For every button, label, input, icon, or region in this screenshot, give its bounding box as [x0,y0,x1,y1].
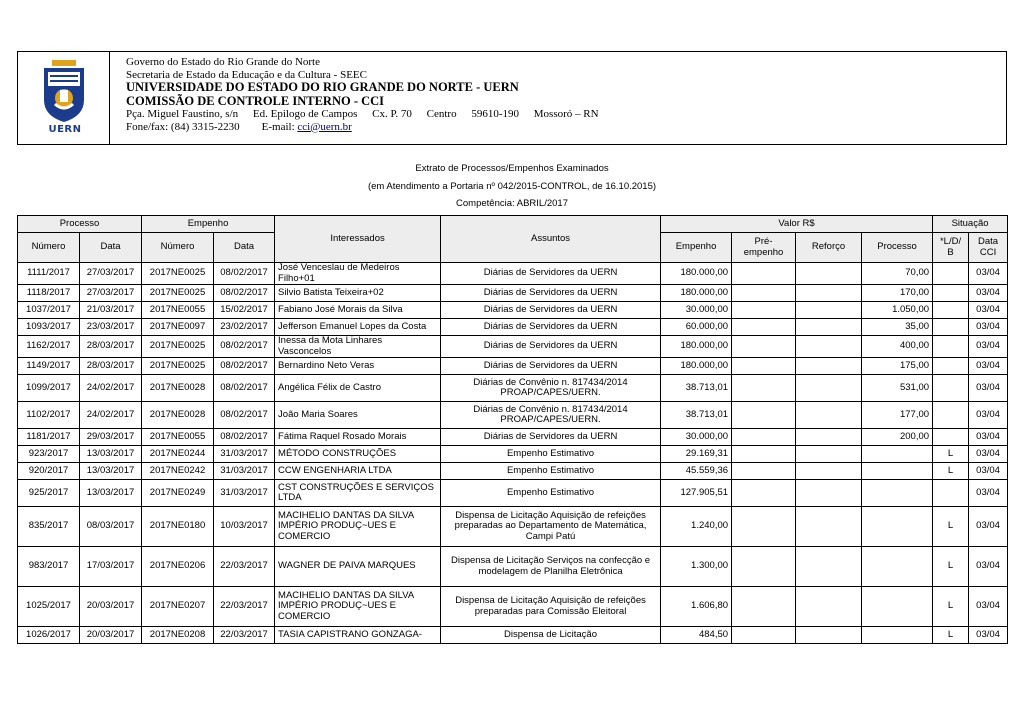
report-titles [0,160,1024,213]
table-row [18,446,1008,463]
cell-assunto: Dispensa de Licitação Serviços na confecção e modelagem de Planilha Eletrônica [441,547,661,587]
cell-situacao-ldb: L [933,507,969,547]
cell-empenho-data: 08/02/2017 [214,285,275,302]
header-line-3: UNIVERSIDADE DO ESTADO DO RIO GRANDE DO NORTE - UERN [126,80,519,95]
cell-data-cci: 03/04 [969,319,1008,336]
cell-empenho-numero: 2017NE0055 [142,302,214,319]
cell-valor-pre-empenho [732,319,796,336]
cell-data-cci: 03/04 [969,285,1008,302]
cell-assunto: Empenho Estimativo [441,446,661,463]
cell-processo-numero: 983/2017 [18,547,80,587]
table-row [18,263,1008,285]
table-row [18,587,1008,627]
cell-valor-reforco [796,302,862,319]
table-row [18,319,1008,336]
cell-processo-numero: 1099/2017 [18,375,80,402]
cell-processo-data: 27/03/2017 [80,263,142,285]
col-valor-processo: Processo [862,233,933,263]
table-row [18,402,1008,429]
cell-assunto: Diárias de Servidores da UERN [441,358,661,375]
cell-assunto: Diárias de Convênio n. 817434/2014 PROAP/CAPES/UERN. [441,402,661,429]
cell-data-cci: 03/04 [969,302,1008,319]
uern-crest-icon [38,60,90,124]
table-row [18,336,1008,358]
cell-valor-processo: 1.050,00 [862,302,933,319]
cell-valor-empenho: 180.000,00 [661,358,732,375]
cell-situacao-ldb [933,402,969,429]
table-row [18,547,1008,587]
cell-processo-numero: 925/2017 [18,480,80,507]
header-address [126,108,611,121]
cell-valor-pre-empenho [732,375,796,402]
cell-empenho-numero: 2017NE0180 [142,507,214,547]
header-line-2: Secretaria de Estado da Educação e da Cultura - SEEC [126,68,367,81]
cell-empenho-numero: 2017NE0025 [142,358,214,375]
cell-valor-pre-empenho [732,336,796,358]
cell-valor-empenho: 180.000,00 [661,336,732,358]
cell-situacao-ldb [933,429,969,446]
letterhead [17,51,1007,145]
cell-empenho-numero: 2017NE0207 [142,587,214,627]
cell-processo-data: 29/03/2017 [80,429,142,446]
cell-valor-reforco [796,336,862,358]
cell-valor-empenho: 45.559,36 [661,463,732,480]
cell-processo-numero: 1118/2017 [18,285,80,302]
col-assuntos: Assuntos [441,216,661,263]
cell-valor-processo: 170,00 [862,285,933,302]
col-interessados: Interessados [275,216,441,263]
cell-valor-processo: 531,00 [862,375,933,402]
cell-empenho-data: 31/03/2017 [214,446,275,463]
cell-valor-processo [862,547,933,587]
cell-empenho-data: 31/03/2017 [214,480,275,507]
cell-empenho-data: 22/03/2017 [214,627,275,644]
cell-processo-data: 24/02/2017 [80,402,142,429]
group-valor: Valor R$ [661,216,933,233]
cell-processo-data: 24/02/2017 [80,375,142,402]
cell-processo-numero: 835/2017 [18,507,80,547]
cell-empenho-numero: 2017NE0028 [142,375,214,402]
cell-empenho-data: 08/02/2017 [214,402,275,429]
cell-valor-reforco [796,587,862,627]
col-valor-pre-empenho: Pré-empenho [732,233,796,263]
cell-valor-empenho: 60.000,00 [661,319,732,336]
cell-situacao-ldb: L [933,627,969,644]
col-situacao-data-cci: Data CCI [969,233,1008,263]
cell-valor-processo [862,627,933,644]
cell-valor-reforco [796,429,862,446]
cell-valor-reforco [796,319,862,336]
cell-valor-empenho: 1.240,00 [661,507,732,547]
cell-valor-processo [862,480,933,507]
group-situacao: Situação [933,216,1008,233]
cell-data-cci: 03/04 [969,507,1008,547]
cell-interessado: José Venceslau de Medeiros Filho+01 [275,263,441,285]
cell-data-cci: 03/04 [969,587,1008,627]
cell-processo-data: 27/03/2017 [80,285,142,302]
cell-interessado: Fátima Raquel Rosado Morais [275,429,441,446]
cell-processo-numero: 1149/2017 [18,358,80,375]
cell-valor-pre-empenho [732,463,796,480]
cell-valor-empenho: 30.000,00 [661,302,732,319]
logo-cell [18,52,110,144]
table-row [18,507,1008,547]
cell-interessado: MÉTODO CONSTRUÇÕES [275,446,441,463]
cell-assunto: Empenho Estimativo [441,480,661,507]
cell-interessado: Angélica Félix de Castro [275,375,441,402]
cell-empenho-numero: 2017NE0025 [142,336,214,358]
cell-assunto: Diárias de Servidores da UERN [441,263,661,285]
cell-valor-empenho: 1.300,00 [661,547,732,587]
cell-empenho-numero: 2017NE0249 [142,480,214,507]
cell-valor-reforco [796,627,862,644]
cell-data-cci: 03/04 [969,627,1008,644]
col-empenho-numero: Número [142,233,214,263]
cell-processo-numero: 1026/2017 [18,627,80,644]
cell-processo-numero: 1181/2017 [18,429,80,446]
cell-assunto: Diárias de Servidores da UERN [441,429,661,446]
cell-valor-pre-empenho [732,263,796,285]
cell-valor-pre-empenho [732,402,796,429]
cell-data-cci: 03/04 [969,446,1008,463]
cell-valor-reforco [796,285,862,302]
address-building: Ed. Epilogo de Campos [252,108,358,121]
cell-processo-data: 17/03/2017 [80,547,142,587]
cell-valor-empenho: 38.713,01 [661,375,732,402]
cell-assunto: Diárias de Servidores da UERN [441,302,661,319]
cell-valor-pre-empenho [732,446,796,463]
cell-assunto: Diárias de Servidores da UERN [441,285,661,302]
cell-valor-processo: 70,00 [862,263,933,285]
cell-valor-pre-empenho [732,302,796,319]
cell-data-cci: 03/04 [969,402,1008,429]
address-district: Centro [426,108,457,121]
table-row [18,463,1008,480]
cell-assunto: Diárias de Servidores da UERN [441,336,661,358]
cell-interessado: TASIA CAPISTRANO GONZAGA- [275,627,441,644]
table-row [18,302,1008,319]
cell-processo-numero: 1037/2017 [18,302,80,319]
cell-valor-processo: 177,00 [862,402,933,429]
cell-processo-data: 20/03/2017 [80,627,142,644]
cell-valor-processo: 200,00 [862,429,933,446]
cell-processo-data: 13/03/2017 [80,446,142,463]
cell-processo-data: 28/03/2017 [80,336,142,358]
cell-assunto: Empenho Estimativo [441,463,661,480]
table-row [18,627,1008,644]
address-city: Mossoró – RN [533,108,599,121]
cell-empenho-data: 22/03/2017 [214,547,275,587]
cell-interessado: Fabiano José Morais da Silva [275,302,441,319]
cell-valor-empenho: 38.713,01 [661,402,732,429]
cell-processo-numero: 1162/2017 [18,336,80,358]
cell-valor-reforco [796,263,862,285]
table-row [18,480,1008,507]
cell-valor-empenho: 29.169,31 [661,446,732,463]
cell-empenho-numero: 2017NE0208 [142,627,214,644]
cell-situacao-ldb [933,375,969,402]
cell-empenho-numero: 2017NE0025 [142,263,214,285]
table-row [18,375,1008,402]
cell-data-cci: 03/04 [969,336,1008,358]
cell-assunto: Dispensa de Licitação Aquisição de refeições preparadas ao Departamento de Matemática, Campi Patú [441,507,661,547]
cell-interessado: Jefferson Emanuel Lopes da Costa [275,319,441,336]
cell-situacao-ldb [933,319,969,336]
cell-assunto: Diárias de Servidores da UERN [441,319,661,336]
cell-processo-numero: 1093/2017 [18,319,80,336]
header-line-4: COMISSÃO DE CONTROLE INTERNO - CCI [126,93,385,108]
cell-processo-data: 23/03/2017 [80,319,142,336]
cell-empenho-data: 31/03/2017 [214,463,275,480]
cell-valor-pre-empenho [732,627,796,644]
cell-data-cci: 03/04 [969,358,1008,375]
cell-processo-data: 08/03/2017 [80,507,142,547]
email-link[interactable]: cci@uern.br [297,120,352,133]
cell-processo-data: 13/03/2017 [80,480,142,507]
email-label: E-mail: [261,120,295,133]
cell-valor-processo [862,446,933,463]
cell-processo-numero: 1025/2017 [18,587,80,627]
cell-situacao-ldb [933,480,969,507]
address-zip: 59610-190 [471,108,520,121]
cell-assunto: Dispensa de Licitação Aquisição de refeições preparadas para Comissão Eleitoral [441,587,661,627]
col-valor-reforco: Reforço [796,233,862,263]
group-processo: Processo [18,216,142,233]
cell-valor-reforco [796,402,862,429]
address-po-box: Cx. P. 70 [372,108,412,121]
cell-assunto: Dispensa de Licitação [441,627,661,644]
letterhead-text [110,52,611,144]
table-row [18,429,1008,446]
cell-valor-empenho: 484,50 [661,627,732,644]
cell-valor-pre-empenho [732,429,796,446]
cell-processo-data: 21/03/2017 [80,302,142,319]
cell-situacao-ldb: L [933,587,969,627]
cell-empenho-data: 15/02/2017 [214,302,275,319]
cell-processo-numero: 1111/2017 [18,263,80,285]
cell-valor-reforco [796,358,862,375]
header-line-1: Governo do Estado do Rio Grande do Norte [126,56,320,68]
cell-valor-empenho: 180.000,00 [661,263,732,285]
address-street: Pça. Miguel Faustino, s/n [126,108,239,121]
cell-valor-reforco [796,547,862,587]
cell-situacao-ldb: L [933,463,969,480]
cell-data-cci: 03/04 [969,375,1008,402]
cell-situacao-ldb [933,358,969,375]
cell-interessado: WAGNER DE PAIVA MARQUES [275,547,441,587]
group-empenho: Empenho [142,216,275,233]
cell-data-cci: 03/04 [969,547,1008,587]
cell-interessado: Inessa da Mota Linhares Vasconcelos [275,336,441,358]
cell-empenho-data: 22/03/2017 [214,587,275,627]
cell-valor-reforco [796,375,862,402]
cell-situacao-ldb: L [933,547,969,587]
cell-empenho-data: 08/02/2017 [214,263,275,285]
cell-processo-numero: 920/2017 [18,463,80,480]
cell-data-cci: 03/04 [969,480,1008,507]
cell-valor-reforco [796,480,862,507]
table-group-header [18,216,1008,233]
cell-interessado: CCW ENGENHARIA LTDA [275,463,441,480]
cell-processo-data: 28/03/2017 [80,358,142,375]
cell-valor-reforco [796,463,862,480]
cell-empenho-numero: 2017NE0244 [142,446,214,463]
cell-processo-data: 13/03/2017 [80,463,142,480]
cell-valor-empenho: 30.000,00 [661,429,732,446]
cell-empenho-data: 08/02/2017 [214,375,275,402]
table-row [18,358,1008,375]
cell-data-cci: 03/04 [969,263,1008,285]
cell-empenho-data: 10/03/2017 [214,507,275,547]
cell-valor-reforco [796,446,862,463]
cell-empenho-numero: 2017NE0055 [142,429,214,446]
cell-empenho-data: 08/02/2017 [214,336,275,358]
cell-valor-empenho: 127.905,51 [661,480,732,507]
cell-valor-processo [862,463,933,480]
cell-empenho-numero: 2017NE0097 [142,319,214,336]
cell-situacao-ldb [933,302,969,319]
cell-valor-pre-empenho [732,480,796,507]
cell-valor-reforco [796,507,862,547]
cell-processo-numero: 923/2017 [18,446,80,463]
cell-valor-processo: 175,00 [862,358,933,375]
cell-processo-data: 20/03/2017 [80,587,142,627]
cell-valor-pre-empenho [732,285,796,302]
col-empenho-data: Data [214,233,275,263]
cell-valor-pre-empenho [732,547,796,587]
cell-situacao-ldb [933,263,969,285]
cell-data-cci: 03/04 [969,429,1008,446]
cell-interessado: Bernardino Neto Veras [275,358,441,375]
cell-assunto: Diárias de Convênio n. 817434/2014 PROAP/CAPES/UERN. [441,375,661,402]
cell-empenho-data: 08/02/2017 [214,429,275,446]
cell-interessado: CST CONSTRUÇÕES E SERVIÇOS LTDA [275,480,441,507]
logo-text: UERN [48,124,82,135]
col-valor-empenho: Empenho [661,233,732,263]
cell-interessado: MACIHELIO DANTAS DA SILVA IMPÉRIO PRODUÇ~UES E COMERCIO [275,587,441,627]
col-processo-numero: Número [18,233,80,263]
cell-processo-numero: 1102/2017 [18,402,80,429]
cell-valor-processo [862,507,933,547]
cell-empenho-numero: 2017NE0242 [142,463,214,480]
cell-interessado: MACIHELIO DANTAS DA SILVA IMPÉRIO PRODUÇ~UES E COMERCIO [275,507,441,547]
phone-text: Fone/fax: (84) 3315-2230 [126,120,240,133]
cell-empenho-numero: 2017NE0206 [142,547,214,587]
col-situacao-ldb: *L/D/ B [933,233,969,263]
table-row [18,285,1008,302]
cell-data-cci: 03/04 [969,463,1008,480]
cell-valor-pre-empenho [732,507,796,547]
cell-empenho-data: 08/02/2017 [214,358,275,375]
header-contact [126,121,611,134]
cell-valor-empenho: 1.606,80 [661,587,732,627]
processes-table [17,215,1008,644]
cell-interessado: Silvio Batista Teixeira+02 [275,285,441,302]
cell-valor-empenho: 180.000,00 [661,285,732,302]
cell-valor-processo: 35,00 [862,319,933,336]
cell-interessado: João Maria Soares [275,402,441,429]
cell-empenho-numero: 2017NE0028 [142,402,214,429]
cell-valor-pre-empenho [732,587,796,627]
cell-situacao-ldb: L [933,446,969,463]
cell-valor-pre-empenho [732,358,796,375]
cell-empenho-numero: 2017NE0025 [142,285,214,302]
report-subtitle: (em Atendimento a Portaria nº 042/2015-CONTROL, de 16.10.2015) [367,180,657,192]
report-competencia: Competência: ABRIL/2017 [456,198,568,209]
cell-situacao-ldb [933,336,969,358]
cell-valor-processo [862,587,933,627]
cell-empenho-data: 23/02/2017 [214,319,275,336]
cell-situacao-ldb [933,285,969,302]
col-processo-data: Data [80,233,142,263]
cell-valor-processo: 400,00 [862,336,933,358]
report-title: Extrato de Processos/Empenhos Examinados [415,163,609,174]
